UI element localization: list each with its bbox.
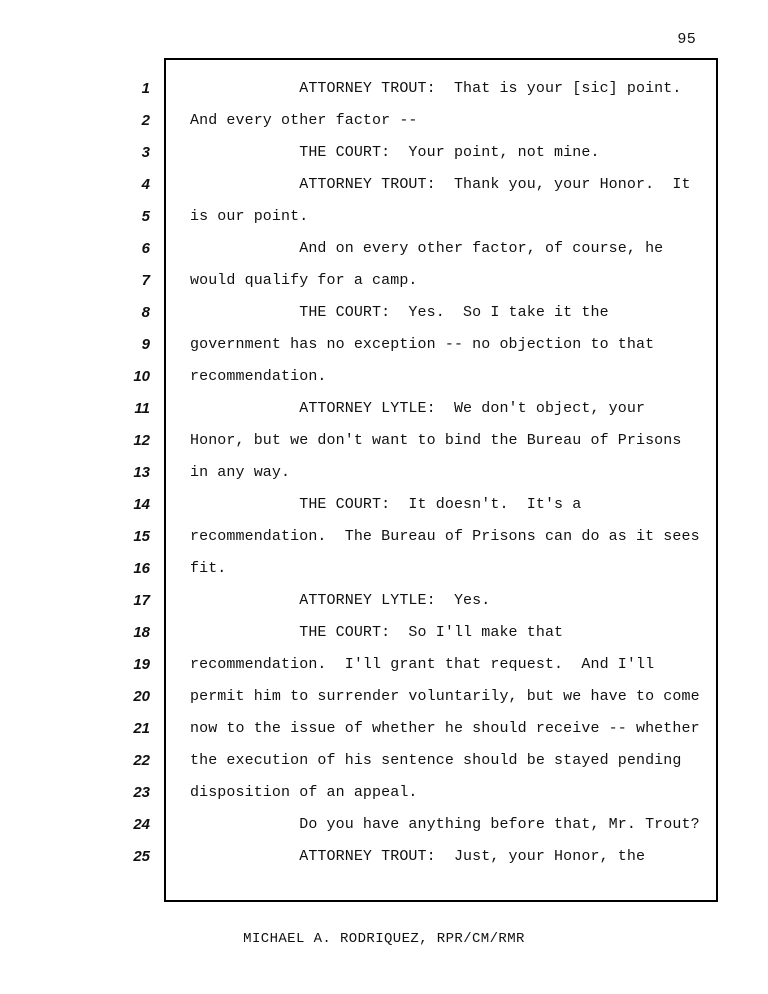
line-number: 3	[141, 144, 150, 161]
transcript-line: ATTORNEY TROUT: Thank you, your Honor. It	[190, 176, 691, 193]
line-number: 22	[133, 752, 150, 769]
line-number: 10	[133, 368, 150, 385]
line-number: 6	[141, 240, 150, 257]
line-number: 17	[133, 592, 150, 609]
line-number: 25	[133, 848, 150, 865]
transcript-line: in any way.	[190, 464, 291, 481]
line-number: 12	[133, 432, 150, 449]
line-number: 23	[133, 784, 150, 801]
transcript-line: Honor, but we don't want to bind the Bureau of Prisons	[190, 432, 682, 449]
transcript-line: permit him to surrender voluntarily, but we have to come	[190, 688, 700, 705]
transcript-line: fit.	[190, 560, 227, 577]
transcript-line: ATTORNEY TROUT: That is your [sic] point.	[190, 80, 682, 97]
transcript-line: recommendation.	[190, 368, 327, 385]
page-number: 95	[677, 31, 696, 48]
line-number: 21	[133, 720, 150, 737]
line-number: 20	[133, 688, 150, 705]
transcript-line: THE COURT: Your point, not mine.	[190, 144, 600, 161]
transcript-line: would qualify for a camp.	[190, 272, 418, 289]
transcript-line: And on every other factor, of course, he	[190, 240, 664, 257]
line-number: 13	[133, 464, 150, 481]
line-number: 19	[133, 656, 150, 673]
transcript-line: ATTORNEY LYTLE: We don't object, your	[190, 400, 646, 417]
transcript-line: THE COURT: It doesn't. It's a	[190, 496, 582, 513]
transcript-line: ATTORNEY TROUT: Just, your Honor, the	[190, 848, 646, 865]
transcript-line: THE COURT: Yes. So I take it the	[190, 304, 609, 321]
transcript-line: Do you have anything before that, Mr. Trout?	[190, 816, 700, 833]
transcript-line: recommendation. I'll grant that request. And I'll	[190, 656, 655, 673]
line-number: 5	[141, 208, 150, 225]
line-number: 11	[134, 400, 150, 417]
transcript-line: the execution of his sentence should be stayed pending	[190, 752, 682, 769]
line-number: 18	[133, 624, 150, 641]
line-number: 14	[133, 496, 150, 513]
transcript-line: And every other factor --	[190, 112, 418, 129]
transcript-line: is our point.	[190, 208, 309, 225]
transcript-line: THE COURT: So I'll make that	[190, 624, 564, 641]
line-number: 8	[141, 304, 150, 321]
line-number: 2	[141, 112, 150, 129]
line-number: 9	[141, 336, 150, 353]
line-number: 16	[133, 560, 150, 577]
transcript-line: disposition of an appeal.	[190, 784, 418, 801]
line-number: 7	[141, 272, 150, 289]
line-number: 4	[141, 176, 150, 193]
transcript-line: ATTORNEY LYTLE: Yes.	[190, 592, 491, 609]
line-number: 24	[133, 816, 150, 833]
line-number: 1	[141, 80, 150, 97]
transcript-line: recommendation. The Bureau of Prisons can do as it sees	[190, 528, 700, 545]
transcript-line: now to the issue of whether he should receive -- whether	[190, 720, 700, 737]
transcript-line: government has no exception -- no objection to that	[190, 336, 655, 353]
reporter-footer: MICHAEL A. RODRIQUEZ, RPR/CM/RMR	[243, 931, 525, 947]
line-number: 15	[133, 528, 150, 545]
